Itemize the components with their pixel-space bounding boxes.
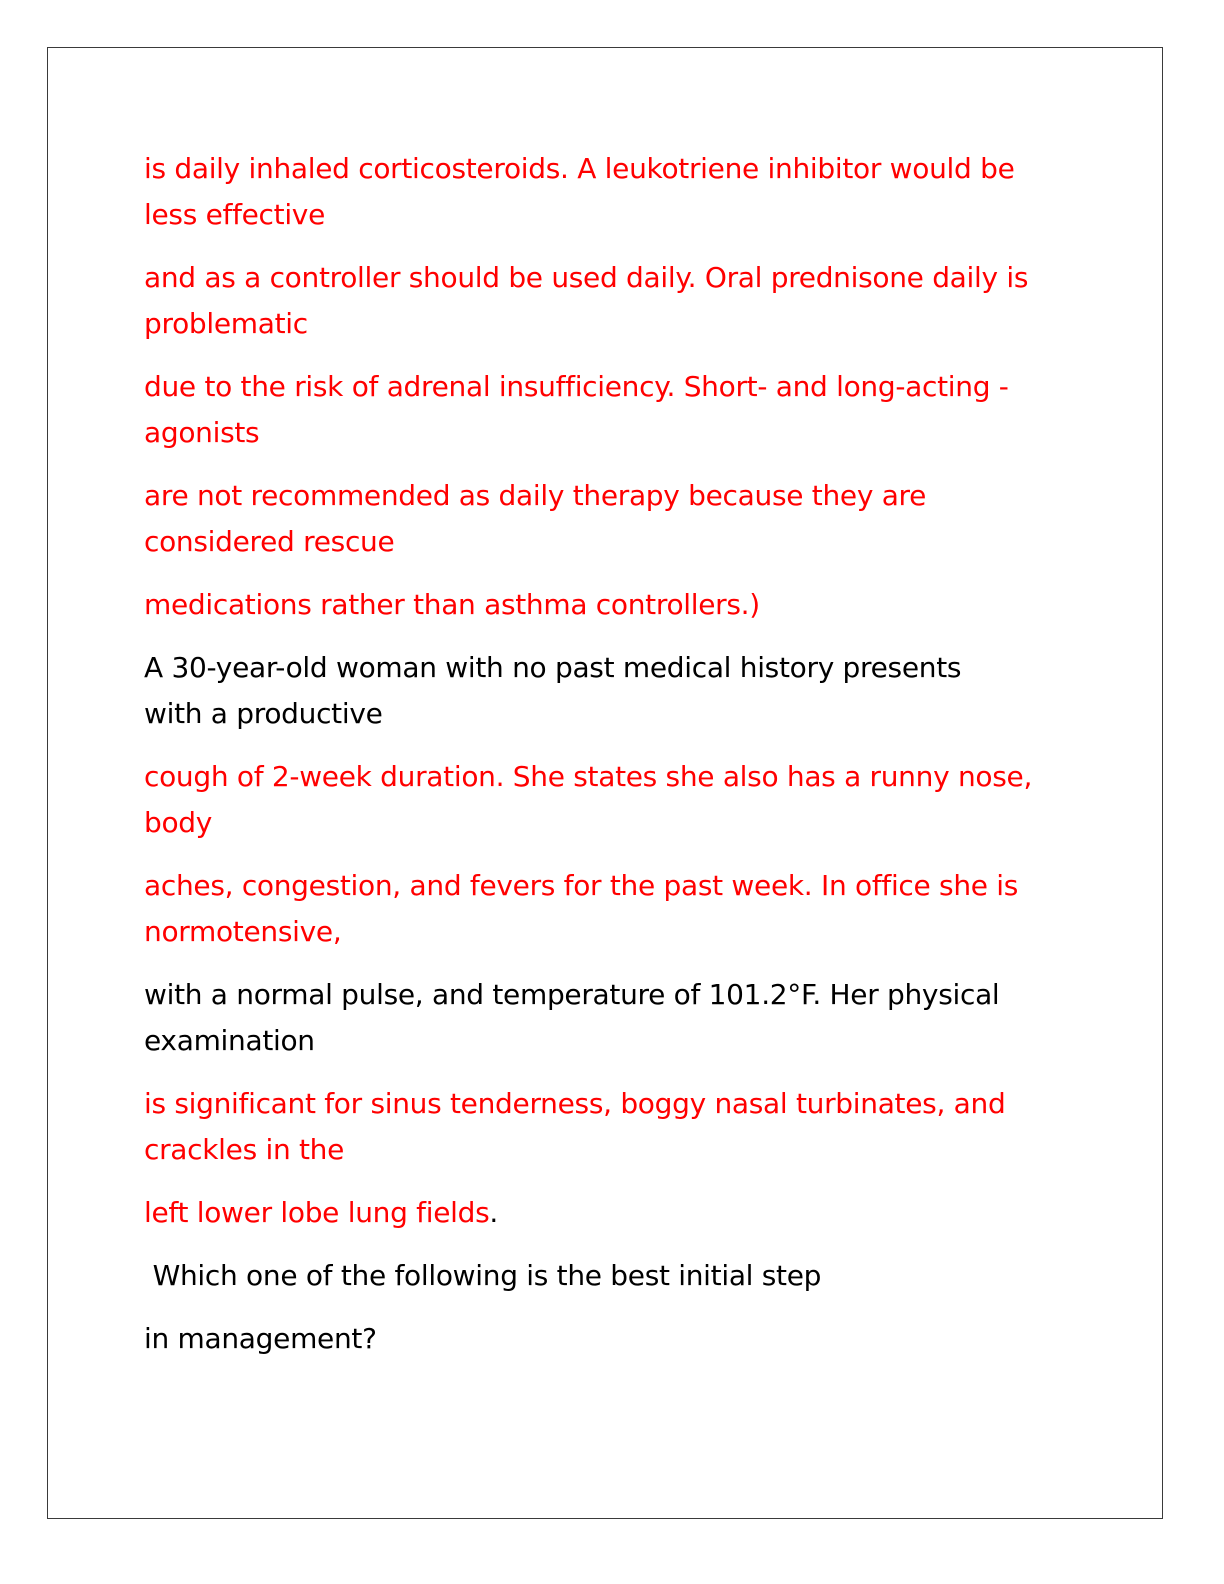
period: . [489, 1196, 498, 1229]
text-line: A 30-year-old woman with no past medical history presents [144, 651, 962, 684]
text-line: considered rescue [144, 525, 395, 558]
paragraph-9 [144, 972, 1104, 1064]
text-line: problematic [144, 307, 308, 340]
paragraph-5 [144, 582, 1104, 628]
text-line: body [144, 806, 213, 839]
text-line: left lower lobe lung fields [144, 1196, 490, 1229]
question-line-1 [144, 1253, 1104, 1299]
paragraph-7 [144, 754, 1104, 846]
text-line: due to the risk of adrenal insufficiency. Short- and long-acting - [144, 370, 1009, 403]
text-line: medications rather than asthma controllers.) [144, 588, 760, 621]
text-line: less effective [144, 198, 325, 231]
paragraph-4 [144, 473, 1104, 565]
text-line: with a normal pulse, and temperature of 101.2°F. Her physical [144, 978, 1000, 1011]
text-line: in management? [144, 1322, 377, 1355]
text-line: cough of 2-week duration. She states she also has a runny nose, [144, 760, 1033, 793]
text-line: with a productive [144, 697, 383, 730]
paragraph-3 [144, 364, 1104, 456]
text-line: examination [144, 1024, 315, 1057]
text-line: is significant for sinus tenderness, boggy nasal turbinates, and [144, 1087, 1006, 1120]
text-line: aches, congestion, and fevers for the past week. In office she is [144, 869, 1019, 902]
text-line: and as a controller should be used daily. Oral prednisone daily is [144, 261, 1029, 294]
document-body [144, 146, 1104, 1379]
document-page [47, 47, 1163, 1519]
paragraph-1 [144, 146, 1104, 238]
paragraph-8 [144, 863, 1104, 955]
text-line: are not recommended as daily therapy because they are [144, 479, 927, 512]
paragraph-2 [144, 255, 1104, 347]
question-line-2 [144, 1316, 1104, 1362]
paragraph-11 [144, 1190, 1104, 1236]
text-line: agonists [144, 416, 260, 449]
paragraph-6 [144, 645, 1104, 737]
text-line: normotensive, [144, 915, 342, 948]
text-line: crackles in the [144, 1133, 345, 1166]
paragraph-10 [144, 1081, 1104, 1173]
text-line: Which one of the following is the best initial step [144, 1259, 822, 1292]
text-line: is daily inhaled corticosteroids. A leukotriene inhibitor would be [144, 152, 1015, 185]
